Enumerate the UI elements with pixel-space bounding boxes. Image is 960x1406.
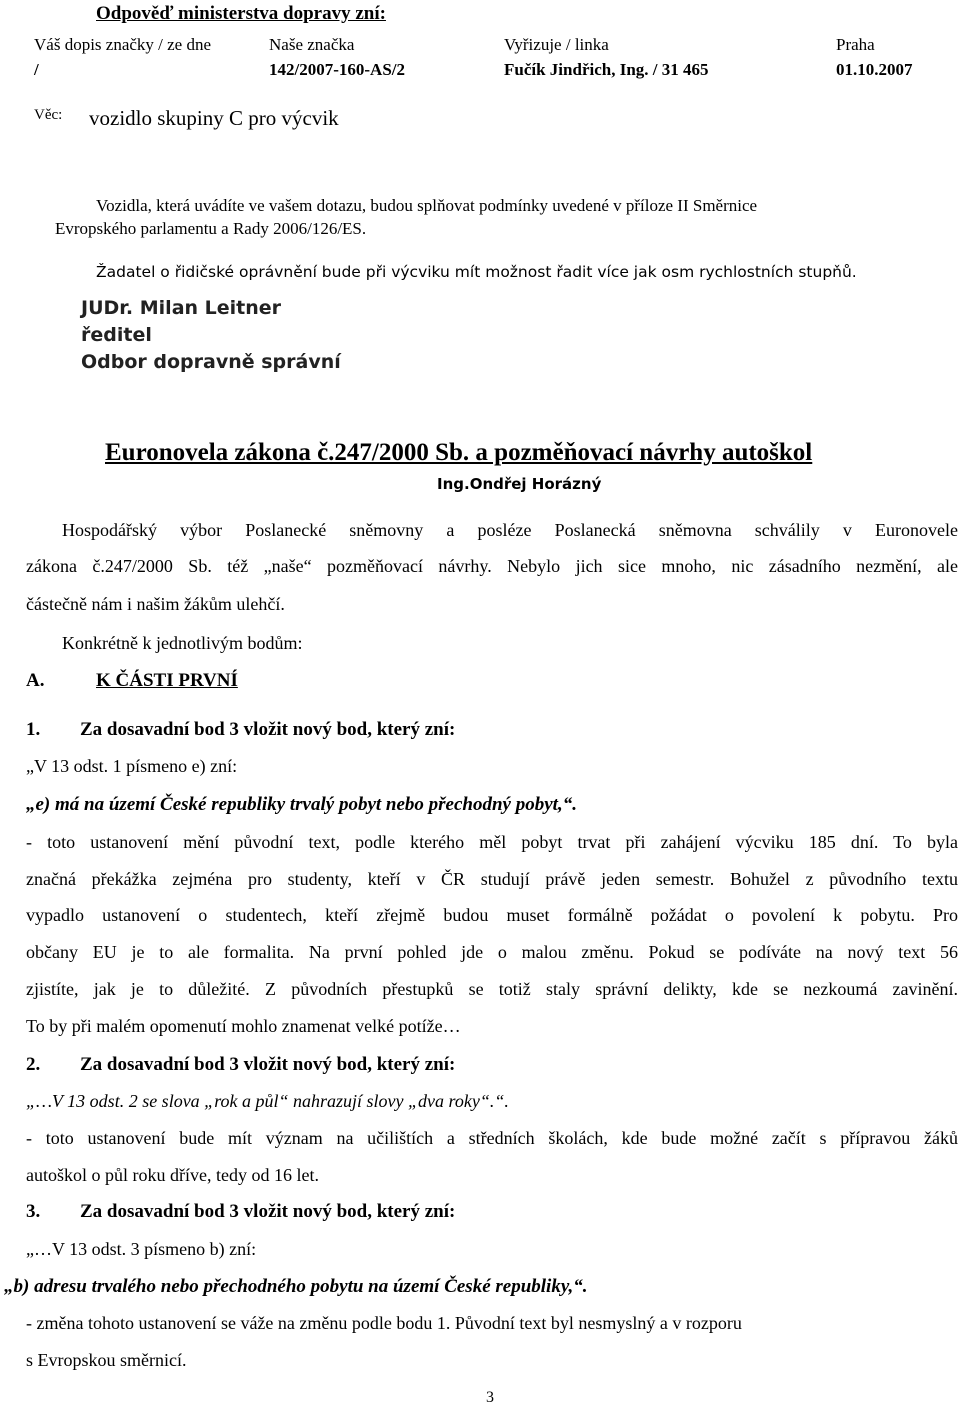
- reply-paragraph-2: Žadatel o řidičské oprávnění bude při výcviku mít možnost řadit více jak osm rychlostních stupňů.: [96, 263, 857, 281]
- point-1-comment-line: vypadlo ustanovení o studentech, kteří zřejmě budou muset formálně požádat o povolení k pobytu. Pro: [26, 905, 958, 925]
- meta-value-handler: Fučík Jindřich, Ing. / 31 465: [504, 60, 709, 79]
- point-1-quote-text: „e) má na území České republiky trvalý pobyt nebo přechodný pobyt,“.: [26, 794, 577, 815]
- intro-line-3: částečně nám i našim žákům ulehčí.: [26, 594, 285, 614]
- reply-paragraph-1-cont: Evropského parlamentu a Rady 2006/126/ES.: [55, 219, 367, 238]
- intro-line-2: zákona č.247/2000 Sb. též „naše“ pozměňovací návrhy. Nebylo jich sice mnoho, nic zásadního nezmění, ale: [26, 556, 958, 576]
- point-1-comment-line: občany EU je to ale formalita. Na první pohled jde o malou změnu. Pokud se podíváte na nový text 56: [26, 942, 958, 962]
- meta-header-letter: Váš dopis značky / ze dne: [34, 35, 212, 54]
- point-1-quote-intro: „V 13 odst. 1 písmeno e) zní:: [26, 756, 238, 776]
- point-2-quote: „…V 13 odst. 2 se slova „rok a půl“ nahrazují slovy „dva roky“.“.: [26, 1091, 509, 1111]
- reply-heading: Odpověď ministerstva dopravy zní:: [96, 3, 386, 24]
- point-3-quote-intro: „…V 13 odst. 3 písmeno b) zní:: [26, 1239, 257, 1259]
- meta-value-date: 01.10.2007: [836, 60, 913, 79]
- intro-line-4: Konkrétně k jednotlivým bodům:: [62, 633, 303, 653]
- point-1-comment-line: - toto ustanovení mění původní text, podle kterého měl pobyt trvat při zahájení výcviku 185 dní. To byla: [26, 832, 958, 852]
- signature-department: Odbor dopravně správní: [81, 351, 341, 373]
- meta-header-city: Praha: [836, 35, 875, 54]
- point-3-comment-line: - změna tohoto ustanovení se váže na změnu podle bodu 1. Původní text byl nesmyslný a v rozporu: [26, 1313, 742, 1333]
- point-1-comment-line: To by při malém opomenutí mohlo znamenat velké potíže…: [26, 1016, 461, 1036]
- point-2-heading: Za dosavadní bod 3 vložit nový bod, který zní:: [80, 1054, 456, 1075]
- intro-line-1: Hospodářský výbor Poslanecké sněmovny a posléze Poslanecká sněmovna schválily v Euronovele: [62, 520, 958, 540]
- point-2-number: 2.: [26, 1054, 41, 1075]
- part-title: K ČÁSTI PRVNÍ: [96, 670, 238, 691]
- meta-header-handler: Vyřizuje / linka: [504, 35, 609, 54]
- meta-value-reference: 142/2007-160-AS/2: [269, 60, 405, 79]
- point-2-comment-line: - toto ustanovení bude mít význam na učilištích a středních školách, kde bude možné začít s přípravou žáků: [26, 1128, 958, 1148]
- point-3-comment-line: s Evropskou směrnicí.: [26, 1350, 187, 1370]
- part-letter: A.: [26, 670, 45, 691]
- point-1-comment-line: značná překážka zejména pro studenty, kteří v ČR studují právě jeden semestr. Bohužel z původního textu: [26, 869, 958, 889]
- subject-label: Věc:: [34, 107, 63, 123]
- reply-paragraph-1: Vozidla, která uvádíte ve vašem dotazu, budou splňovat podmínky uvedené v příloze II Směrnice: [96, 196, 758, 215]
- point-3-number: 3.: [26, 1201, 41, 1222]
- signature-name: JUDr. Milan Leitner: [81, 297, 282, 319]
- point-3-heading: Za dosavadní bod 3 vložit nový bod, který zní:: [80, 1201, 456, 1222]
- meta-value-letter: /: [34, 60, 39, 79]
- signature-role: ředitel: [81, 324, 152, 346]
- point-1-heading: Za dosavadní bod 3 vložit nový bod, který zní:: [80, 719, 456, 740]
- point-3-quote-text: „b) adresu trvalého nebo přechodného pobytu na území České republiky,“.: [4, 1276, 588, 1297]
- article-author: Ing.Ondřej Horázný: [437, 475, 602, 493]
- point-1-number: 1.: [26, 719, 41, 740]
- point-1-comment-line: zjistíte, jak je to důležité. Z původních přestupků se totiž staly správní delikty, kde se nezkoumá zavinění.: [26, 979, 958, 999]
- point-2-comment-line: autoškol o půl roku dříve, tedy od 16 let.: [26, 1165, 319, 1185]
- meta-header-reference: Naše značka: [269, 35, 355, 54]
- article-title: Euronovela zákona č.247/2000 Sb. a pozměňovací návrhy autoškol: [105, 439, 813, 466]
- subject-text: vozidlo skupiny C pro výcvik: [89, 106, 339, 130]
- page-number: 3: [486, 1389, 494, 1406]
